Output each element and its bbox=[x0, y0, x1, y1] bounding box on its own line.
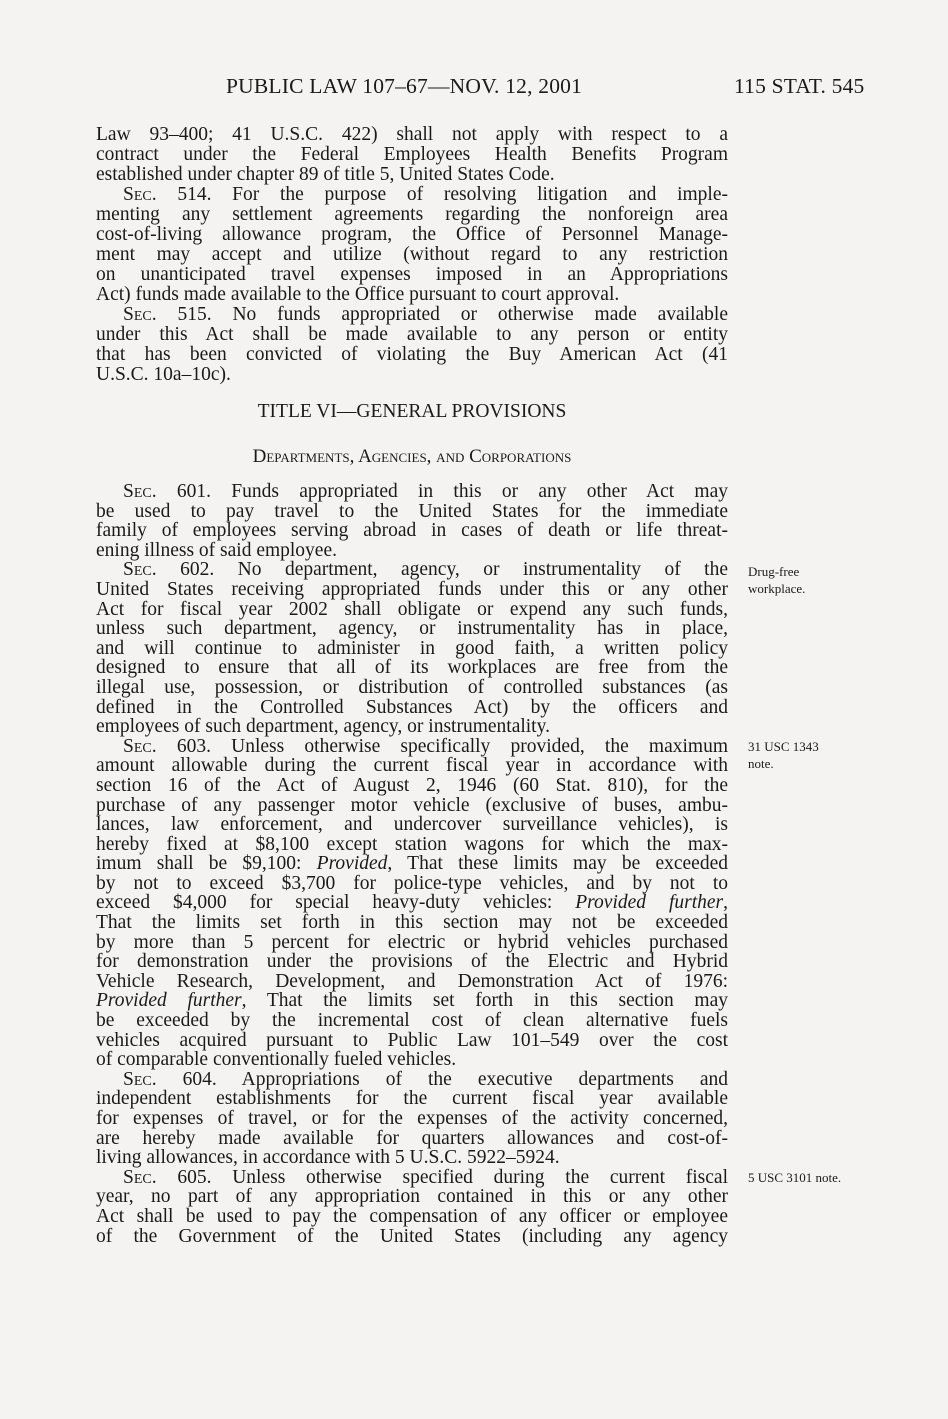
text-run: Vehicle Research, Development, and Demonstration Act of 1976: bbox=[96, 970, 728, 992]
text-line bbox=[96, 1187, 728, 1207]
text-run: 514. For the purpose of resolving litigation and imple- bbox=[156, 184, 728, 205]
text-line bbox=[96, 1227, 728, 1247]
text-run: for expenses of travel, or for the expenses of the activity concerned, bbox=[96, 1108, 728, 1129]
text-line bbox=[96, 225, 728, 245]
paragraph bbox=[96, 482, 728, 560]
text-line bbox=[96, 345, 728, 365]
text-run: that has been convicted of violating the Buy American Act (41 bbox=[96, 344, 728, 365]
text-run: designed to ensure that all of its workplaces are free from the bbox=[96, 657, 728, 679]
text-run: independent establishments for the current fiscal year available bbox=[96, 1088, 728, 1110]
text-line bbox=[96, 305, 728, 325]
text-line bbox=[96, 1148, 728, 1168]
text-run: of the Government of the United States (including any agency bbox=[96, 1225, 728, 1247]
text-line bbox=[96, 874, 728, 894]
section-label: Sec. bbox=[123, 1166, 157, 1188]
text-line bbox=[96, 658, 728, 678]
text-run: United States receiving appropriated funds under this or any other bbox=[96, 578, 728, 600]
text-line bbox=[96, 521, 728, 541]
text-run: by not to exceed $3,700 for police-type vehicles, and by not to bbox=[96, 872, 728, 894]
margin-note-line: Drug-free bbox=[748, 564, 800, 579]
body-text-upper bbox=[96, 125, 728, 385]
text-line bbox=[96, 1168, 728, 1188]
italic-text: Provided further bbox=[575, 892, 724, 914]
running-header-title: PUBLIC LAW 107–67—NOV. 12, 2001 bbox=[226, 74, 583, 98]
text-run: under this Act shall be made available to any person or entity bbox=[96, 324, 728, 345]
section-label: Sec. bbox=[123, 304, 157, 325]
paragraph bbox=[96, 560, 728, 736]
text-line bbox=[96, 854, 728, 874]
text-line bbox=[96, 165, 728, 185]
text-run: purchase of any passenger motor vehicle (exclusive of buses, ambu- bbox=[96, 794, 728, 816]
text-line bbox=[96, 560, 728, 580]
text-run: hereby fixed at $8,100 except station wagons for which the max- bbox=[96, 833, 728, 855]
text-run: 515. No funds appropriated or otherwise made available bbox=[156, 304, 728, 325]
text-line bbox=[96, 145, 728, 165]
text-run: of comparable conventionally fueled vehicles. bbox=[96, 1049, 457, 1071]
text-run: That the limits set forth in this section may not be exceeded bbox=[96, 912, 728, 934]
subheading: Departments, Agencies, and Corporations bbox=[252, 446, 572, 467]
text-run: menting any settlement agreements regarding the nonforeign area bbox=[96, 204, 728, 225]
text-run: exceed $4,000 for special heavy-duty vehicles: bbox=[96, 892, 576, 914]
text-run: year, no part of any appropriation contained in this or any other bbox=[96, 1186, 728, 1208]
text-line bbox=[96, 285, 728, 305]
paragraph bbox=[96, 1070, 728, 1168]
text-line bbox=[96, 1207, 728, 1227]
text-run: section 16 of the Act of August 2, 1946 (60 Stat. 810), for the bbox=[96, 774, 728, 796]
text-run: employees of such department, agency, or instrumentality. bbox=[96, 716, 550, 738]
section-label: Sec. bbox=[123, 735, 157, 757]
text-run: 603. Unless otherwise specifically provided, the maximum bbox=[156, 735, 728, 757]
text-line bbox=[96, 1031, 728, 1051]
text-run: family of employees serving abroad in cases of death or life threat- bbox=[96, 520, 728, 542]
text-line bbox=[96, 265, 728, 285]
text-line bbox=[96, 482, 728, 502]
text-run: 605. Unless otherwise specified during the current fiscal bbox=[156, 1166, 728, 1188]
text-line bbox=[96, 1050, 728, 1070]
margin-note-drug-free bbox=[748, 563, 805, 597]
text-run: , That these limits may be exceeded bbox=[387, 853, 728, 875]
text-line bbox=[96, 893, 728, 913]
text-run: established under chapter 89 of title 5, United States Code. bbox=[96, 164, 555, 185]
text-line bbox=[96, 698, 728, 718]
text-run: cost-of-living allowance program, the Office of Personnel Manage- bbox=[96, 224, 728, 245]
text-run: living allowances, in accordance with 5 U.S.C. 5922–5924. bbox=[96, 1147, 560, 1169]
text-run: Act for fiscal year 2002 shall obligate or expend any such funds, bbox=[96, 598, 728, 620]
text-line bbox=[96, 1109, 728, 1129]
paragraph bbox=[96, 185, 728, 305]
text-line bbox=[96, 205, 728, 225]
text-line bbox=[96, 991, 728, 1011]
italic-text: Provided further bbox=[96, 990, 242, 1012]
text-run: contract under the Federal Employees Health Benefits Program bbox=[96, 144, 728, 165]
text-line bbox=[96, 365, 728, 385]
text-line bbox=[96, 1070, 728, 1090]
text-line bbox=[96, 1089, 728, 1109]
text-line bbox=[96, 619, 728, 639]
text-run: Act shall be used to pay the compensation of any officer or employee bbox=[96, 1205, 728, 1227]
margin-note-line: workplace. bbox=[748, 581, 806, 596]
text-run: , bbox=[723, 892, 728, 914]
text-run: 604. Appropriations of the executive departments and bbox=[156, 1068, 728, 1090]
text-line bbox=[96, 913, 728, 933]
text-run: , That the limits set forth in this section may bbox=[241, 990, 728, 1012]
text-run: by more than 5 percent for electric or hybrid vehicles purchased bbox=[96, 931, 728, 953]
text-line bbox=[96, 737, 728, 757]
text-run: unless such department, agency, or instrumentality has in place, bbox=[96, 618, 728, 640]
text-line bbox=[96, 502, 728, 522]
text-line bbox=[96, 541, 728, 561]
text-run: are hereby made available for quarters allowances and cost-of- bbox=[96, 1127, 728, 1149]
text-line bbox=[96, 185, 728, 205]
text-line bbox=[96, 815, 728, 835]
text-run: vehicles acquired pursuant to Public Law 101–549 over the cost bbox=[96, 1029, 728, 1051]
text-run: lances, law enforcement, and undercover surveillance vehicles), is bbox=[96, 814, 728, 836]
text-line bbox=[96, 776, 728, 796]
text-run: be exceeded by the incremental cost of clean alternative fuels bbox=[96, 1010, 728, 1032]
text-run: Law 93–400; 41 U.S.C. 422) shall not apply with respect to a bbox=[96, 124, 728, 145]
text-run: and will continue to administer in good faith, a written policy bbox=[96, 637, 728, 659]
text-line bbox=[96, 125, 728, 145]
text-run: on unanticipated travel expenses imposed in an Appropriations bbox=[96, 264, 728, 285]
title-heading: TITLE VI—GENERAL PROVISIONS bbox=[257, 401, 567, 422]
page-stat-number: 115 STAT. 545 bbox=[734, 74, 865, 98]
text-line bbox=[96, 952, 728, 972]
margin-note-line: 31 USC 1343 bbox=[748, 739, 819, 754]
margin-note-line: 5 USC 3101 note. bbox=[748, 1170, 842, 1185]
text-run: ment may accept and utilize (without regard to any restriction bbox=[96, 244, 728, 265]
text-line bbox=[96, 796, 728, 816]
text-run: U.S.C. 10a–10c). bbox=[96, 364, 231, 385]
margin-note-line: note. bbox=[748, 756, 774, 771]
text-run: be used to pay travel to the United States for the immediate bbox=[96, 500, 728, 522]
text-line bbox=[96, 600, 728, 620]
text-run: defined in the Controlled Substances Act) by the officers and bbox=[96, 696, 728, 718]
text-line bbox=[96, 245, 728, 265]
text-line bbox=[96, 639, 728, 659]
paragraph bbox=[96, 305, 728, 385]
text-run: 601. Funds appropriated in this or any other Act may bbox=[156, 481, 728, 502]
text-run: illegal use, possession, or distribution of controlled substances (as bbox=[96, 676, 728, 698]
text-line bbox=[96, 835, 728, 855]
paragraph bbox=[96, 1168, 728, 1246]
text-line bbox=[96, 756, 728, 776]
italic-text: Provided bbox=[316, 853, 388, 875]
margin-note-31-usc bbox=[748, 738, 819, 772]
text-line bbox=[96, 325, 728, 345]
text-run: ening illness of said employee. bbox=[96, 539, 337, 561]
body-text-lower bbox=[96, 482, 728, 1246]
section-label: Sec. bbox=[123, 1068, 157, 1090]
text-run: Act) funds made available to the Office pursuant to court approval. bbox=[96, 284, 620, 305]
text-line bbox=[96, 580, 728, 600]
paragraph bbox=[96, 737, 728, 1070]
margin-note-5-usc bbox=[748, 1169, 841, 1186]
section-label: Sec. bbox=[123, 559, 157, 581]
text-line bbox=[96, 1129, 728, 1149]
text-run: 602. No department, agency, or instrumentality of the bbox=[156, 559, 728, 581]
section-label: Sec. bbox=[123, 184, 157, 205]
text-line bbox=[96, 1011, 728, 1031]
text-run: imum shall be $9,100: bbox=[96, 853, 317, 875]
text-line bbox=[96, 678, 728, 698]
text-line bbox=[96, 717, 728, 737]
paragraph bbox=[96, 125, 728, 185]
text-run: for demonstration under the provisions of the Electric and Hybrid bbox=[96, 951, 728, 973]
section-label: Sec. bbox=[123, 481, 157, 502]
text-line bbox=[96, 933, 728, 953]
text-run: amount allowable during the current fiscal year in accordance with bbox=[96, 755, 728, 777]
text-line bbox=[96, 972, 728, 992]
